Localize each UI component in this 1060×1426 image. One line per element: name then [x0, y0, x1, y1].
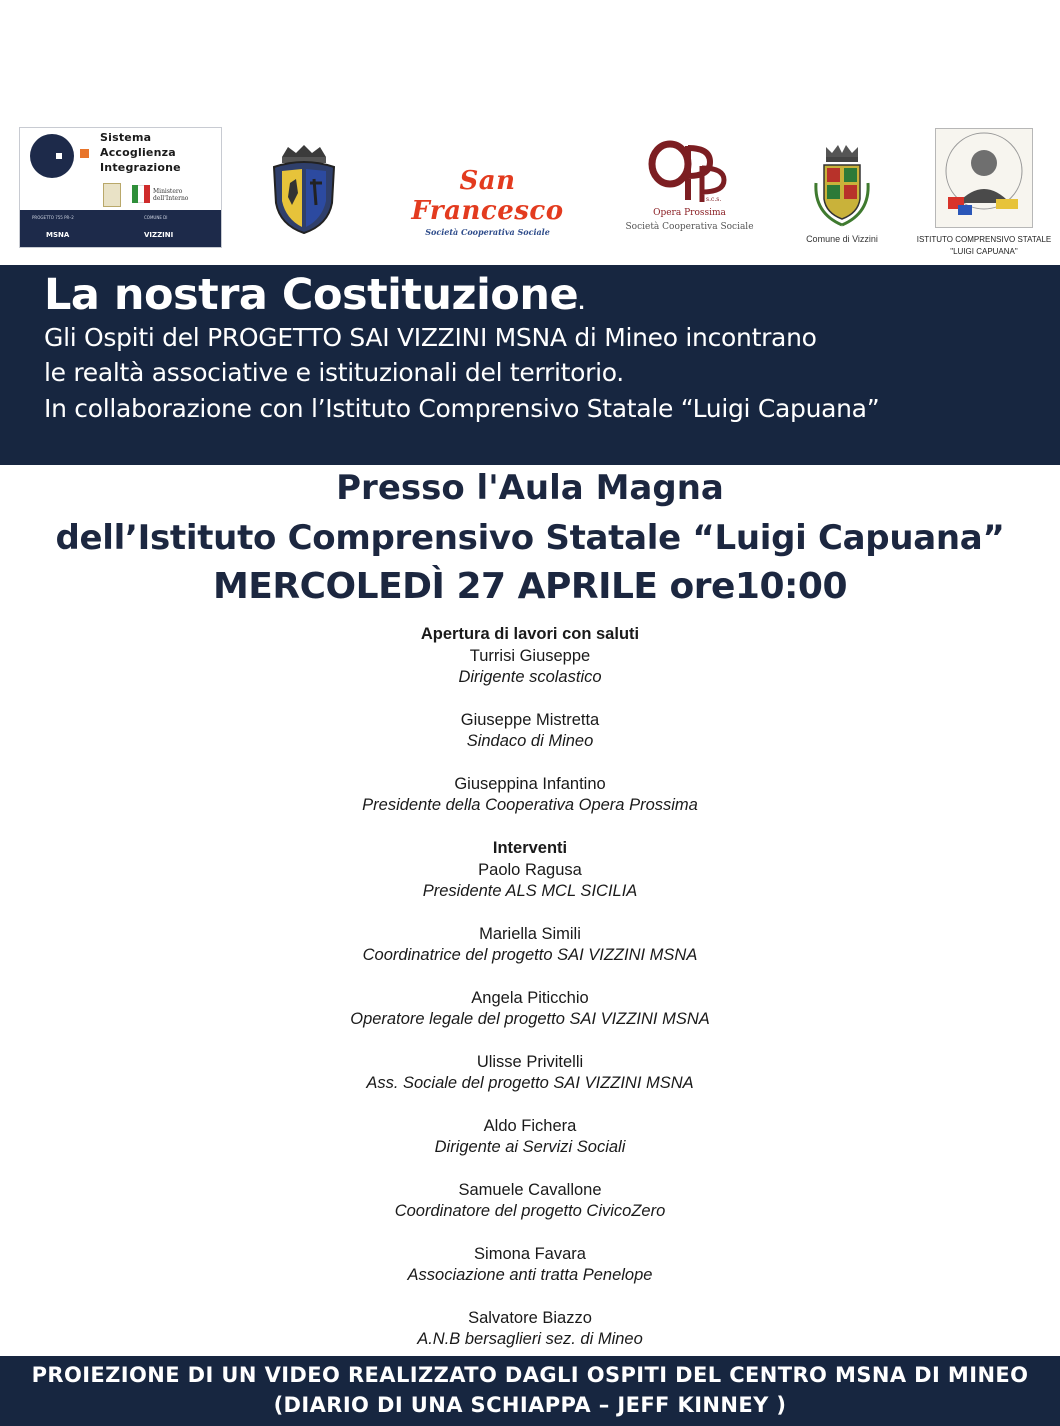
- san-francesco-subtitle: Società Cooperativa Sociale: [425, 227, 550, 237]
- sai-line1: Sistema: [100, 131, 152, 144]
- sai-bottom-bar: [20, 210, 221, 247]
- page-title: [44, 270, 584, 320]
- sai-logo: [19, 127, 222, 248]
- speaker-name: Samuele Cavallone: [458, 1181, 602, 1199]
- speaker-role: Dirigente ai Servizi Sociali: [434, 1138, 626, 1156]
- speaker-role: Associazione anti tratta Penelope: [407, 1266, 653, 1284]
- sai-ministry: Ministero dell'Interno: [153, 188, 189, 202]
- interventions-heading: Interventi: [492, 839, 568, 857]
- speaker-name: Paolo Ragusa: [478, 861, 582, 879]
- speaker-role: Coordinatrice del progetto SAI VIZZINI MSNA: [362, 946, 698, 964]
- speaker-name: Salvatore Biazzo: [468, 1309, 592, 1327]
- footer-line1: PROIEZIONE DI UN VIDEO REALIZZATO DAGLI OSPITI DEL CENTRO MSNA DI MINEO: [31, 1363, 1029, 1387]
- speaker-role: Sindaco di Mineo: [466, 732, 594, 750]
- venue-line2: dell’Istituto Comprensivo Statale “Luigi Capuana”: [55, 518, 1005, 558]
- header-line1: Gli Ospiti del PROGETTO SAI VIZZINI MSNA di Mineo incontrano: [44, 323, 817, 352]
- venue-line1: Presso l'Aula Magna: [336, 468, 724, 508]
- opera-prossima-name: Opera Prossima: [653, 208, 726, 218]
- header-line2: le realtà associative e istituzionali del territorio.: [44, 358, 624, 387]
- speaker-role: Presidente ALS MCL SICILIA: [422, 882, 638, 900]
- sai-bar-right: VIZZINI: [144, 231, 174, 239]
- speaker-name: Simona Favara: [474, 1245, 586, 1263]
- speaker-name: Angela Piticchio: [471, 989, 589, 1007]
- opening-heading: Apertura di lavori con saluti: [420, 625, 640, 643]
- sai-bar-left: MSNA: [46, 231, 70, 239]
- speaker-name: Mariella Simili: [479, 925, 581, 943]
- san-francesco-name: San Francesco: [411, 166, 564, 226]
- venue-date: MERCOLEDÌ 27 APRILE ore10:00: [212, 566, 848, 607]
- istituto-portrait: [935, 128, 1033, 228]
- speaker-name: Turrisi Giuseppe: [469, 647, 591, 665]
- istituto-caption-line1: ISTITUTO COMPRENSIVO STATALE: [916, 235, 1052, 244]
- vizzini-crest-icon: [810, 143, 874, 229]
- logo-strip: [0, 0, 1060, 265]
- speaker-role: Dirigente scolastico: [458, 668, 602, 686]
- mineo-crest-icon: [268, 143, 340, 235]
- speaker-role: Ass. Sociale del progetto SAI VIZZINI MSNA: [366, 1074, 694, 1092]
- opera-prossima-suffix: s.c.s.: [706, 196, 722, 203]
- header-line3: In collaborazione con l’Istituto Comprensivo Statale “Luigi Capuana”: [44, 394, 880, 423]
- speaker-role: Operatore legale del progetto SAI VIZZINI MSNA: [350, 1010, 710, 1028]
- sai-line3: Integrazione: [100, 161, 181, 174]
- page-title-dot: .: [578, 293, 585, 314]
- istituto-caption-line2: "LUIGI CAPUANA": [950, 247, 1018, 256]
- speaker-name: Giuseppe Mistretta: [460, 711, 600, 729]
- san-francesco-logo: [385, 166, 590, 237]
- speaker-role: Coordinatore del progetto CivicoZero: [394, 1202, 666, 1220]
- speaker-role: A.N.B bersaglieri sez. di Mineo: [417, 1330, 643, 1348]
- sai-line2: Accoglienza: [100, 146, 176, 159]
- vizzini-caption: Comune di Vizzini: [806, 234, 878, 244]
- sai-square-icon: [80, 149, 89, 158]
- sai-bar-small-left: PROGETTO 755 PR–2: [32, 215, 74, 220]
- speaker-name: Ulisse Privitelli: [476, 1053, 584, 1071]
- sai-bar-small-right: COMUNE DI: [144, 215, 168, 220]
- italian-flag-icon: [132, 185, 150, 203]
- footer-band: [0, 1356, 1060, 1426]
- speaker-name: Giuseppina Infantino: [454, 775, 606, 793]
- page-title-text: La nostra Costituzione: [44, 270, 579, 320]
- anci-emblem-icon: [103, 183, 121, 207]
- opera-prossima-subtitle: Società Cooperativa Sociale: [625, 222, 754, 232]
- speaker-name: Aldo Fichera: [483, 1117, 577, 1135]
- footer-line2: (DIARIO DI UNA SCHIAPPA – JEFF KINNEY ): [273, 1393, 787, 1417]
- speaker-role: Presidente della Cooperativa Opera Prossima: [362, 796, 698, 814]
- sai-circle-icon: [30, 134, 74, 178]
